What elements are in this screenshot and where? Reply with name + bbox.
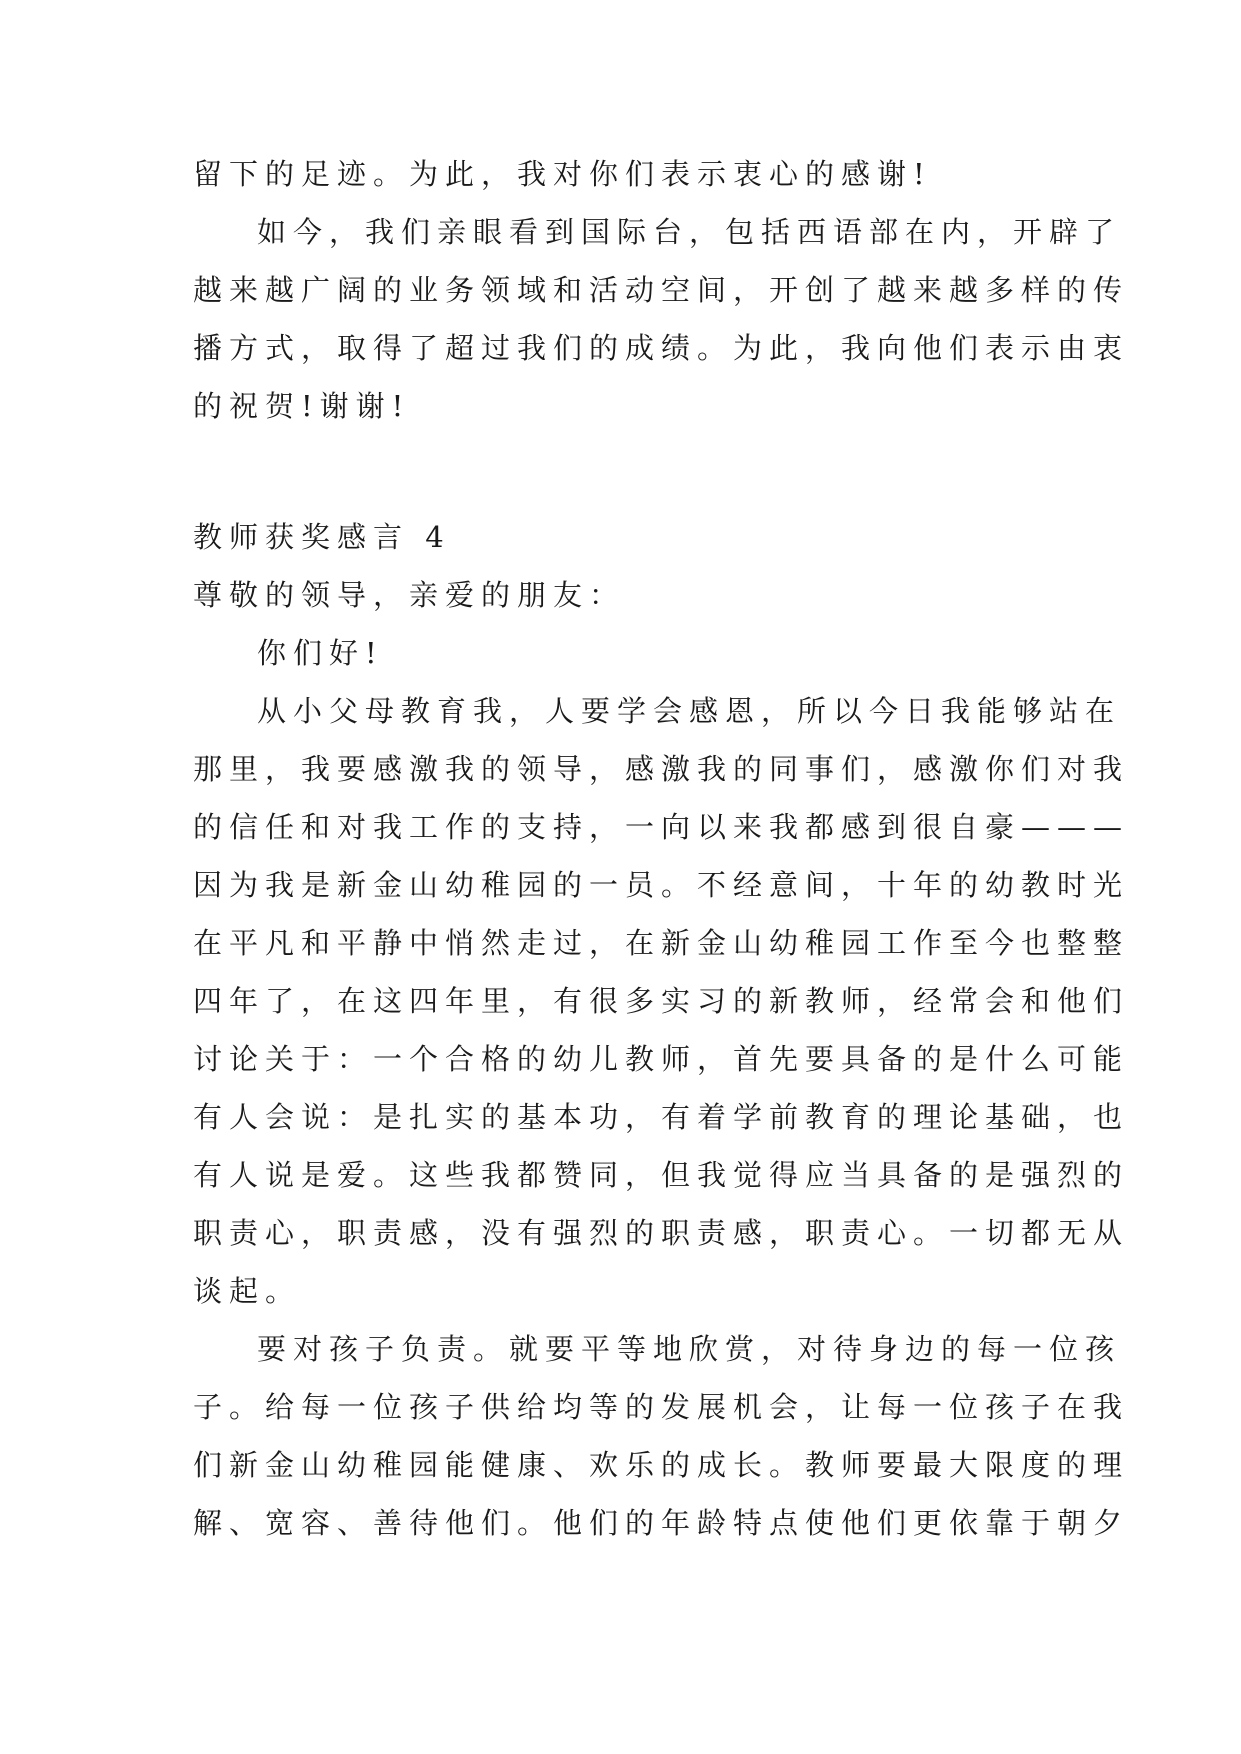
text-line: 四年了，在这四年里，有很多实习的新教师，经常会和他们 bbox=[193, 984, 1130, 1018]
text-line: 们新金山幼稚园能健康、欢乐的成长。教师要最大限度的理 bbox=[193, 1448, 1130, 1482]
text-line: 播方式，取得了超过我们的成绩。为此，我向他们表示由衷 bbox=[193, 331, 1130, 365]
text-line: 谈起。 bbox=[193, 1274, 302, 1308]
text-line: 因为我是新金山幼稚园的一员。不经意间，十年的幼教时光 bbox=[193, 868, 1130, 902]
paragraph-1 bbox=[193, 682, 1130, 1320]
paragraph-2 bbox=[193, 1320, 1130, 1552]
text-line: 从小父母教育我，人要学会感恩，所以今日我能够站在 bbox=[257, 694, 1122, 728]
text-line: 如今，我们亲眼看到国际台，包括西语部在内，开辟了 bbox=[257, 215, 1122, 249]
text-line: 越来越广阔的业务领域和活动空间，开创了越来越多样的传 bbox=[193, 273, 1130, 307]
text-line: 讨论关于：一个合格的幼儿教师，首先要具备的是什么可能 bbox=[193, 1042, 1130, 1076]
text-line: 有人会说：是扎实的基本功，有着学前教育的理论基础，也 bbox=[193, 1100, 1130, 1134]
greeting: 你们好! bbox=[257, 636, 384, 670]
text-line: 子。给每一位孩子供给均等的发展机会，让每一位孩子在我 bbox=[193, 1390, 1130, 1424]
text-line: 职责心，职责感，没有强烈的职责感，职责心。一切都无从 bbox=[193, 1216, 1130, 1250]
text-line: 要对孩子负责。就要平等地欣赏，对待身边的每一位孩 bbox=[257, 1332, 1122, 1366]
text-line: 解、宽容、善待他们。他们的年龄特点使他们更依靠于朝夕 bbox=[193, 1506, 1130, 1540]
text-line: 的祝贺!谢谢! bbox=[193, 389, 411, 423]
section bbox=[193, 508, 1055, 682]
text-line: 有人说是爱。这些我都赞同，但我觉得应当具备的是强烈的 bbox=[193, 1158, 1130, 1192]
closing-paragraph bbox=[193, 145, 1130, 435]
text-line: 的信任和对我工作的支持，一向以来我都感到很自豪——— bbox=[193, 810, 1130, 844]
text-line: 留下的足迹。为此，我对你们表示衷心的感谢! bbox=[193, 157, 932, 191]
text-line: 在平凡和平静中悄然走过，在新金山幼稚园工作至今也整整 bbox=[193, 926, 1130, 960]
salutation: 尊敬的领导，亲爱的朋友： bbox=[193, 578, 626, 612]
text-line: 那里，我要感激我的领导，感激我的同事们，感激你们对我 bbox=[193, 752, 1130, 786]
section-title: 教师获奖感言 4 bbox=[193, 520, 451, 554]
